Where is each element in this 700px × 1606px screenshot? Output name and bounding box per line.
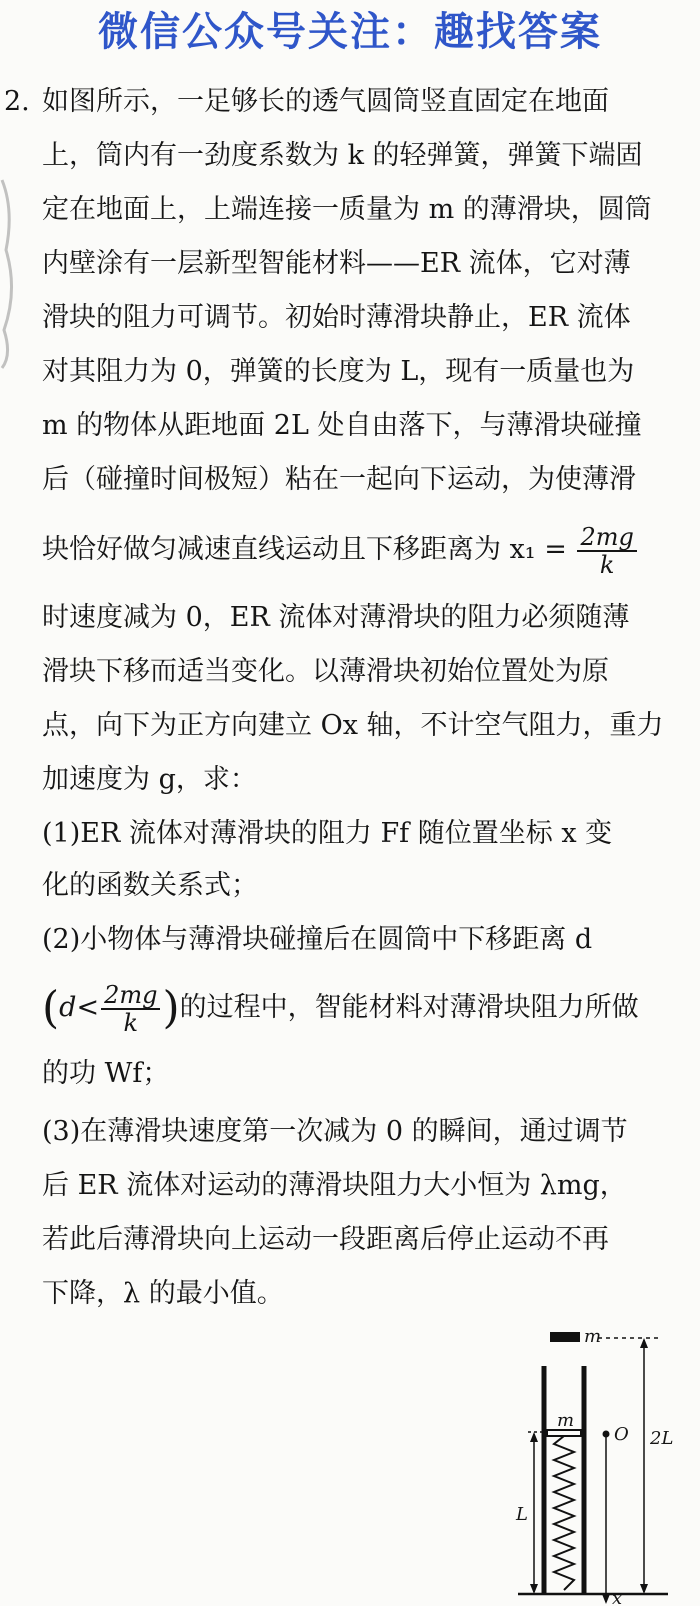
question-line-condition — [42, 978, 639, 1039]
physics-diagram — [500, 1318, 700, 1606]
falling-block — [550, 1332, 580, 1342]
fraction-denominator: k — [599, 550, 615, 579]
watermark-banner: 微信公众号关注：趣找答案 — [98, 9, 602, 55]
sub-question-3: (3)在薄滑块速度第一次减为 0 的瞬间，通过调节 — [42, 1116, 628, 1147]
x1-prefix: 块恰好做匀减速直线运动且下移距离为 x₁ = — [42, 534, 567, 565]
label-m-block: m — [557, 1410, 575, 1431]
question-line: 下降，λ 的最小值。 — [42, 1278, 284, 1309]
fraction-x1 — [577, 524, 636, 578]
question-line: 点，向下为正方向建立 Ox 轴，不计空气阻力，重力 — [42, 710, 664, 741]
fraction-denominator: k — [123, 1008, 139, 1037]
question-line: 后（碰撞时间极短）粘在一起向下运动，为使薄滑 — [42, 464, 636, 495]
sub-question-1: (1)ER 流体对薄滑块的阻力 Ff 随位置坐标 x 变 — [42, 818, 613, 849]
right-paren: ) — [162, 982, 180, 1034]
spring — [554, 1436, 574, 1590]
sub-question-2: (2)小物体与薄滑块碰撞后在圆筒中下移距离 d — [42, 924, 593, 955]
label-m-top: m — [584, 1326, 602, 1347]
scan-smudge — [0, 170, 24, 370]
label-O: O — [614, 1424, 629, 1445]
question-line: 时速度减为 0，ER 流体对薄滑块的阻力必须随薄 — [42, 602, 630, 633]
question-line: 加速度为 g，求： — [42, 764, 257, 795]
fraction-numerator: 2mg — [101, 982, 160, 1010]
question-line: 后 ER 流体对运动的薄滑块阻力大小恒为 λmg， — [42, 1170, 627, 1201]
question-line: 定在地面上，上端连接一质量为 m 的薄滑块，圆筒 — [42, 194, 652, 225]
label-x: x — [612, 1588, 623, 1606]
arrow-head — [640, 1338, 648, 1348]
question-number: 2. — [4, 86, 30, 117]
x-axis-arrow — [602, 1594, 610, 1604]
question-line: 若此后薄滑块向上运动一段距离后停止运动不再 — [42, 1224, 609, 1255]
question-line: 的功 Wf； — [42, 1058, 170, 1089]
label-L: L — [516, 1504, 528, 1525]
condition-suffix: 的过程中，智能材料对薄滑块阻力所做 — [179, 992, 639, 1023]
question-line-x1 — [42, 522, 639, 578]
arrow-head — [640, 1584, 648, 1594]
arrow-head — [530, 1584, 538, 1594]
question-line: 内壁涂有一层新型智能材料——ER 流体，它对薄 — [42, 248, 631, 279]
question-line: 对其阻力为 0，弹簧的长度为 L，现有一质量也为 — [42, 356, 635, 387]
question-line: 滑块的阻力可调节。初始时薄滑块静止，ER 流体 — [42, 302, 631, 333]
question-line: 滑块下移而适当变化。以薄滑块初始位置处为原 — [42, 656, 609, 687]
label-2L: 2L — [650, 1428, 674, 1449]
question-line: 如图所示，一足够长的透气圆筒竖直固定在地面 — [42, 86, 609, 117]
fraction-numerator: 2mg — [577, 524, 636, 552]
arrow-head — [530, 1432, 538, 1442]
left-paren: ( — [42, 982, 60, 1034]
condition-prefix: d< — [59, 992, 100, 1023]
question-line: 化的函数关系式； — [42, 870, 258, 901]
question-line: m 的物体从距地面 2L 处自由落下，与薄滑块碰撞 — [42, 410, 642, 441]
fraction-d — [101, 982, 160, 1036]
question-line: 上，筒内有一劲度系数为 k 的轻弹簧，弹簧下端固 — [42, 140, 643, 171]
